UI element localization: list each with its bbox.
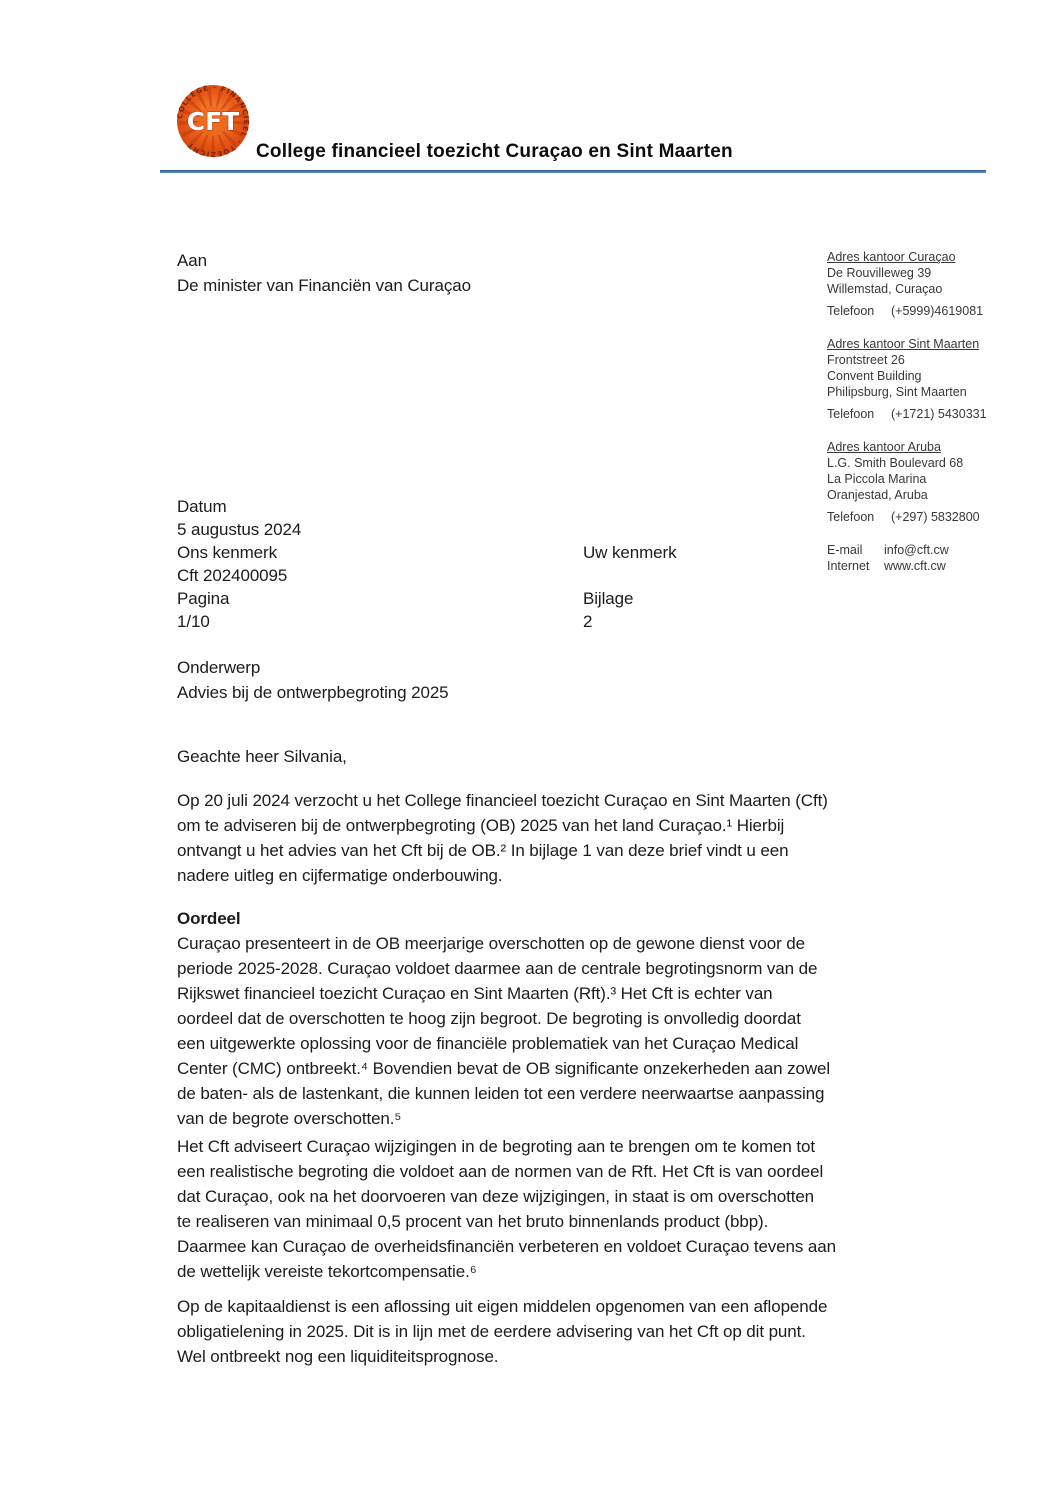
phone-row: [827, 406, 1037, 422]
text-line: een uitgewerkte oplossing voor de financiële problematiek van het Curaçao Medical: [177, 1034, 799, 1053]
uw-kenmerk-value: [583, 564, 676, 587]
meta-column-2: [583, 495, 676, 633]
text-line: Center (CMC) ontbreekt.⁴ Bovendien bevat de OB significante onzekerheden aan zowel: [177, 1059, 831, 1078]
address-line: Willemstad, Curaçao: [827, 282, 943, 296]
address-line: Frontstreet 26: [827, 353, 905, 367]
phone-label: Telefoon: [827, 407, 875, 421]
bijlage-value: 2: [583, 612, 593, 631]
internet-label: Internet: [827, 559, 870, 573]
phone-number: (+297) 5832800: [891, 510, 980, 524]
address-line: De Rouvilleweg 39: [827, 266, 932, 280]
email-label: E-mail: [827, 543, 863, 557]
header-divider: [160, 170, 986, 173]
phone-row: [827, 303, 1037, 319]
internet-row: [827, 558, 1037, 574]
contact-block: [827, 542, 1037, 574]
text-line: van de begrote overschotten.⁵: [177, 1109, 402, 1128]
address-line: Oranjestad, Aruba: [827, 488, 928, 502]
datum-label: Datum: [177, 497, 227, 516]
phone-row: [827, 509, 1037, 525]
text-line: Op de kapitaaldienst is een aflossing uit eigen middelen opgenomen van een aflopende: [177, 1297, 828, 1316]
office-curacao-heading: Adres kantoor Curaçao: [827, 250, 956, 264]
phone-number: (+5999)4619081: [891, 304, 984, 318]
text-line: ontvangt u het advies van het Cft bij de OB.² In bijlage 1 van deze brief vindt u een: [177, 841, 789, 860]
spacer: [583, 495, 676, 518]
text-line: periode 2025-2028. Curaçao voldoet daarmee aan de centrale begrotingsnorm van de: [177, 959, 818, 978]
organization-title: College financieel toezicht Curaçao en Sint Maarten: [256, 141, 733, 162]
address-line: La Piccola Marina: [827, 472, 927, 486]
text-line: nadere uitleg en cijfermatige onderbouwing.: [177, 866, 503, 885]
address-line: L.G. Smith Boulevard 68: [827, 456, 964, 470]
phone-label: Telefoon: [827, 304, 875, 318]
pagina-value: 1/10: [177, 612, 210, 631]
email-value: info@cft.cw: [884, 543, 949, 557]
paragraph-kapitaaldienst: [177, 1294, 827, 1369]
text-line: Daarmee kan Curaçao de overheidsfinanciën verbeteren en voldoet Curaçao tevens aan: [177, 1237, 836, 1256]
cft-logo-icon: [176, 84, 250, 158]
bijlage-label: Bijlage: [583, 589, 634, 608]
office-curacao: [827, 249, 1037, 319]
uw-kenmerk-label: Uw kenmerk: [583, 543, 677, 562]
logo-ring-text: COLLEGE · FINANCIEEL · TOEZICHT: [176, 84, 250, 158]
text-line: de wettelijk vereiste tekortcompensatie.⁶: [177, 1262, 477, 1281]
subject-block: [177, 655, 449, 705]
datum-value: 5 augustus 2024: [177, 520, 302, 539]
pagina-label: Pagina: [177, 589, 230, 608]
phone-label: Telefoon: [827, 510, 875, 524]
logo-cft-text: CFT: [186, 107, 240, 136]
text-line: Het Cft adviseert Curaçao wijzigingen in de begroting aan te brengen om te komen tot: [177, 1137, 815, 1156]
recipient-label: Aan: [177, 251, 207, 270]
text-line: dat Curaçao, ook na het doorvoeren van deze wijzigingen, in staat is om overschotten: [177, 1187, 815, 1206]
text-line: Curaçao presenteert in de OB meerjarige overschotten op de gewone dienst voor de: [177, 934, 805, 953]
office-sint-maarten: [827, 336, 1037, 422]
text-line: Op 20 juli 2024 verzocht u het College financieel toezicht Curaçao en Sint Maarten (Cft): [177, 791, 828, 810]
email-row: [827, 542, 1037, 558]
text-line: obligatielening in 2025. Dit is in lijn met de eerdere advisering van het Cft op dit punt.: [177, 1322, 806, 1341]
ons-kenmerk-value: Cft 202400095: [177, 566, 288, 585]
recipient-value: De minister van Financiën van Curaçao: [177, 276, 471, 295]
text-line: de baten- als de lastenkant, die kunnen leiden tot een verdere neerwaartse aanpassing: [177, 1084, 825, 1103]
address-line: Philipsburg, Sint Maarten: [827, 385, 967, 399]
text-line: te realiseren van minimaal 0,5 procent van het bruto binnenlands product (bbp).: [177, 1212, 769, 1231]
paragraph-intro: [177, 788, 828, 888]
office-sint-maarten-heading: Adres kantoor Sint Maarten: [827, 337, 980, 351]
text-line: een realistische begroting die voldoet aan de normen van de Rft. Het Cft is van oordeel: [177, 1162, 824, 1181]
subject-value: Advies bij de ontwerpbegroting 2025: [177, 683, 449, 702]
contact-sidebar: [827, 249, 1037, 574]
section-oordeel: [177, 906, 830, 1131]
office-aruba-heading: Adres kantoor Aruba: [827, 440, 941, 454]
address-line: Convent Building: [827, 369, 922, 383]
text-line: Rijkswet financieel toezicht Curaçao en Sint Maarten (Rft).³ Het Cft is echter van: [177, 984, 773, 1003]
paragraph-advies: [177, 1134, 836, 1284]
recipient-block: [177, 248, 471, 298]
phone-number: (+1721) 5430331: [891, 407, 987, 421]
text-line: Wel ontbreekt nog een liquiditeitsprognose.: [177, 1347, 499, 1366]
oordeel-heading: Oordeel: [177, 909, 241, 928]
text-line: oordeel dat de overschotten te hoog zijn begroot. De begroting is onvolledig doordat: [177, 1009, 801, 1028]
spacer: [583, 518, 676, 541]
meta-block: [177, 495, 777, 633]
salutation: Geachte heer Silvania,: [177, 747, 347, 766]
subject-label: Onderwerp: [177, 658, 261, 677]
office-aruba: [827, 439, 1037, 525]
ons-kenmerk-label: Ons kenmerk: [177, 543, 277, 562]
internet-value: www.cft.cw: [884, 559, 946, 573]
text-line: om te adviseren bij de ontwerpbegroting (OB) 2025 van het land Curaçao.¹ Hierbij: [177, 816, 785, 835]
